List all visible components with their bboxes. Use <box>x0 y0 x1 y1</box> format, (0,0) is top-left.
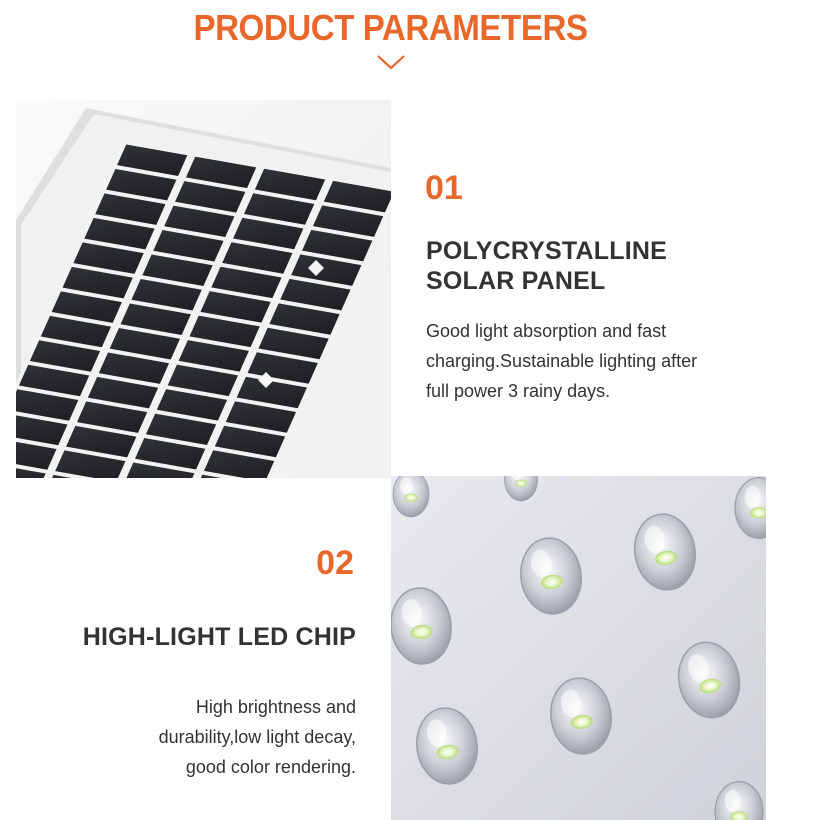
feature-description-line: Good light absorption and fast <box>426 321 667 341</box>
feature-description <box>80 692 356 782</box>
feature-description <box>426 316 766 406</box>
led-chip-image <box>391 476 766 820</box>
page-title: PRODUCT PARAMETERS <box>193 7 588 48</box>
feature-number: 02 <box>316 544 354 582</box>
feature-title-line: POLYCRYSTALLINE <box>426 237 667 265</box>
feature-description-line: full power 3 rainy days. <box>426 381 611 401</box>
feature-number: 01 <box>425 169 463 207</box>
feature-title-line: SOLAR PANEL <box>426 267 606 295</box>
feature-title <box>426 236 806 296</box>
feature-description-line: charging.Sustainable lighting after <box>426 351 698 371</box>
feature-description-line: durability,low light decay, <box>158 727 356 747</box>
feature-title: HIGH-LIGHT LED CHIP <box>82 623 356 651</box>
chevron-down-icon <box>376 53 406 71</box>
feature-description-line: good color rendering. <box>185 757 356 777</box>
solar-panel-image <box>16 100 391 478</box>
feature-description-line: High brightness and <box>195 697 356 717</box>
